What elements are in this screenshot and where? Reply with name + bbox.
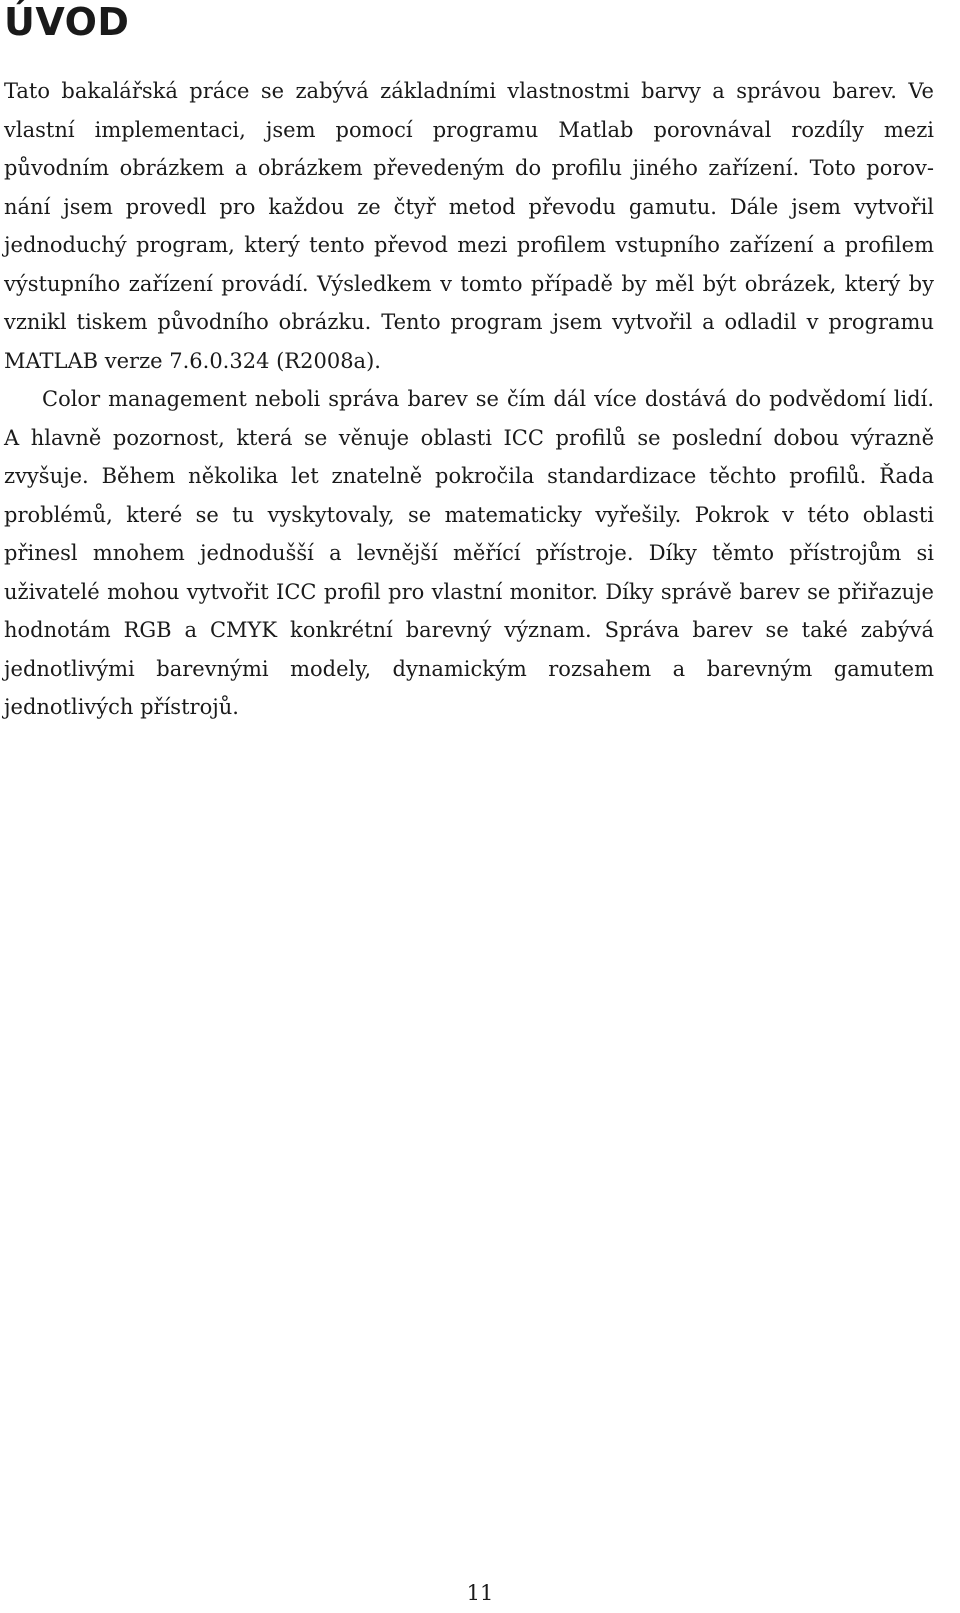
body-text xyxy=(4,72,934,727)
paragraph-color-management: Color management neboli správa barev se čím dál více dostává do podvědomí lidí. A hlavně pozornost, která se věnuje oblasti ICC profilů se poslední dobou výrazně zvyšuje. Během několika let znatelně pokročila standardizace těchto profilů. Řada problémů, které se tu vyskytovaly, se matematicky vyřešily. Pokrok v této oblasti přinesl mnohem jednodušší a levnější měřící přístroje. Díky těmto přístrojům si uživatelé mohou vytvořit ICC profil pro vlastní monitor. Díky správě barev se přiřazuje hodnotám RGB a CMYK konkrétní barevný význam. Správa barev se také zabývá jednotlivými barevnými modely, dynamickým rozsahem a barevným gamutem jednotlivých přístrojů. xyxy=(4,387,934,719)
section-heading: ÚVOD xyxy=(4,0,130,44)
paragraph-intro: Tato bakalářská práce se zabývá základními vlastnostmi barvy a správou barev. Ve vlastní implementaci, jsem pomocí programu Matlab porovnával rozdíly mezi původním obrázkem a obrázkem převedeným do profilu jiného zařízení. Toto porovnání jsem provedl pro každou ze čtyř metod převodu gamutu. Dále jsem vytvořil jednoduchý program, který tento převod mezi profilem vstupního zařízení a profilem výstupního zařízení provádí. Výsledkem v tomto případě by měl být obrázek, který by vznikl tiskem původního obrázku. Tento program jsem vytvořil a odladil v programu MATLAB verze 7.6.0.324 (R2008a). xyxy=(4,79,934,373)
page-number: 11 xyxy=(466,1581,494,1605)
